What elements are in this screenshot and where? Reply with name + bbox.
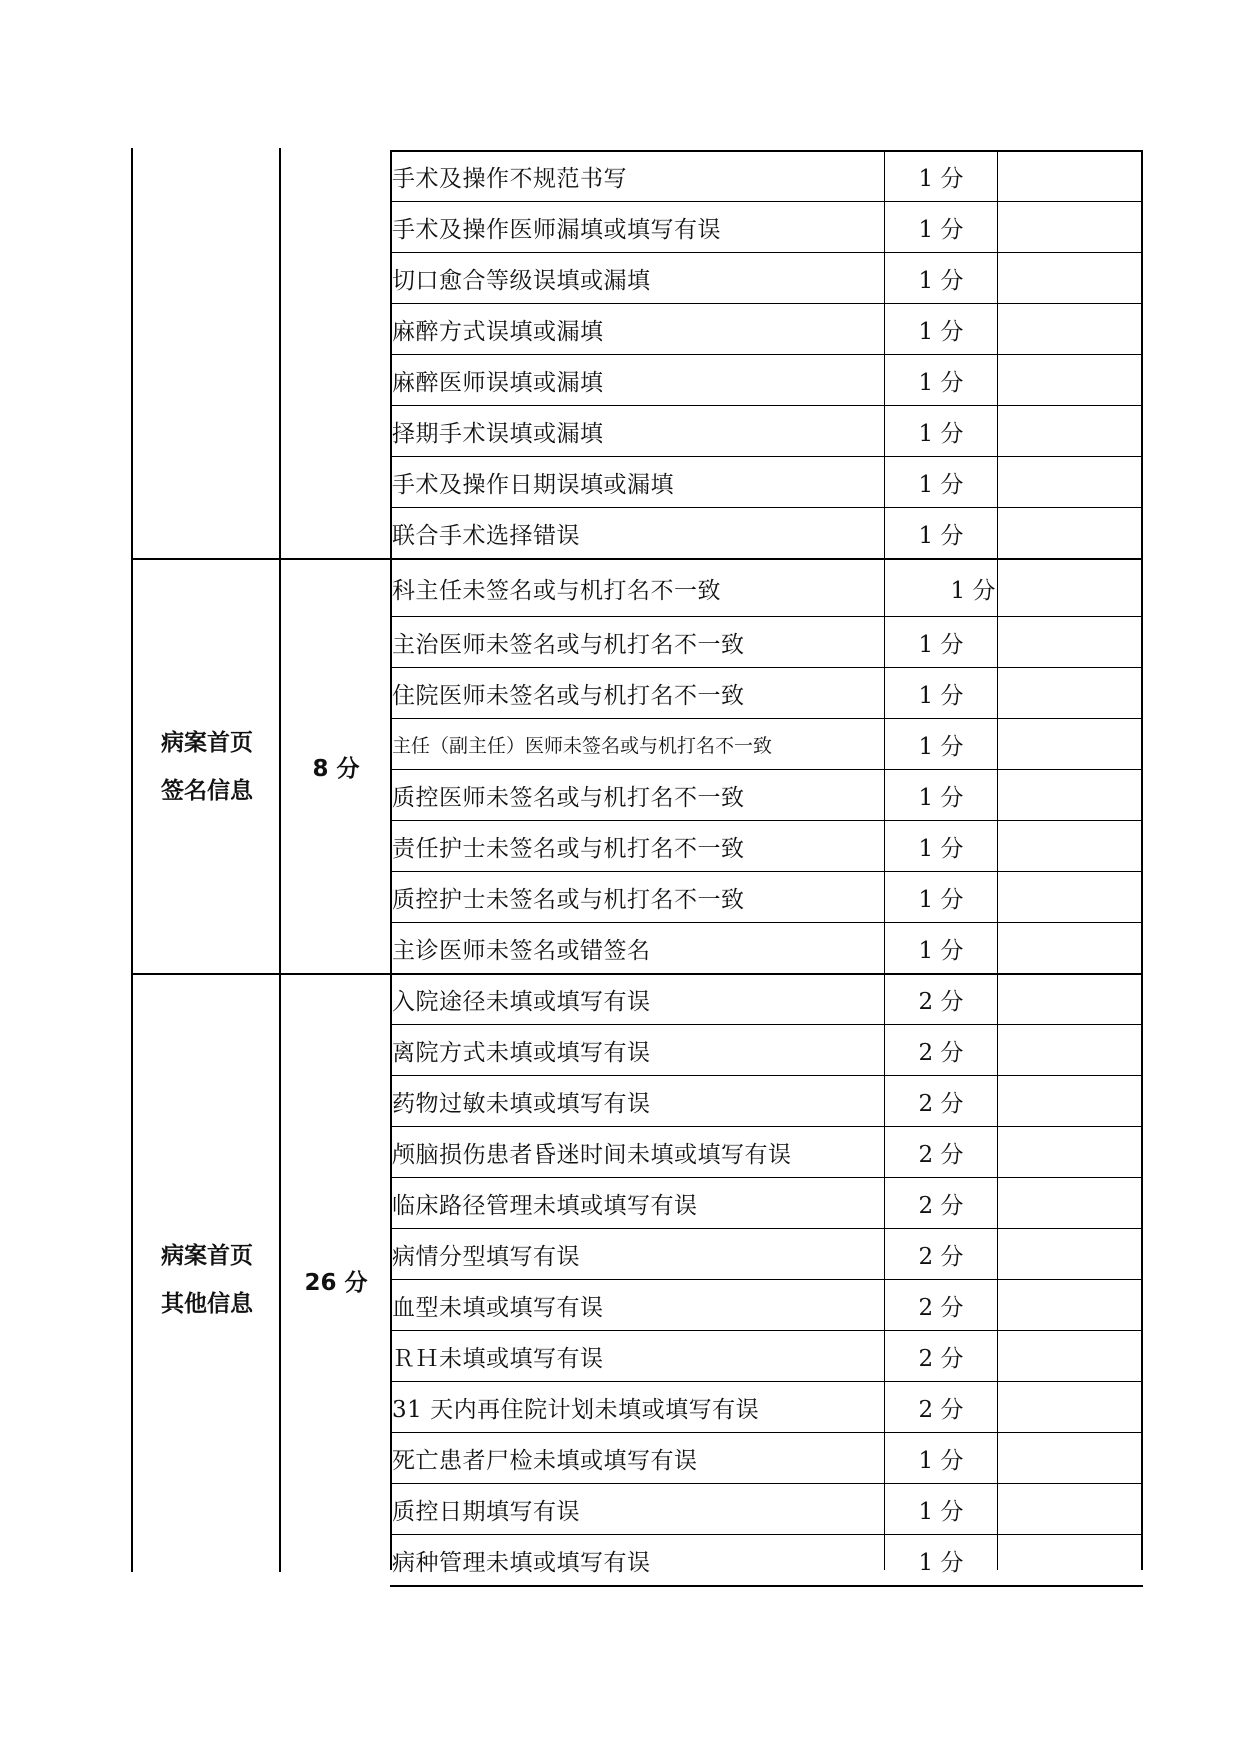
deduction-column-divider [997,150,998,1570]
item-score: 1 分 [918,836,964,862]
item-score: 1 分 [918,938,964,964]
item-score: 1 分 [918,887,964,913]
item-text: 主诊医师未签名或错签名 [392,938,651,964]
item-text: 血型未填或填写有误 [392,1295,604,1321]
item-text: 颅脑损伤患者昏迷时间未填或填写有误 [392,1142,792,1168]
item-score: 2 分 [918,1397,964,1423]
item-score: 2 分 [918,1040,964,1066]
item-score: 2 分 [918,1193,964,1219]
item-score: 1 分 [950,577,996,604]
item-score: 1 分 [918,268,964,294]
item-text: 质控医师未签名或与机打名不一致 [392,785,745,811]
category-label-line: 其他信息 [161,1291,253,1317]
item-text: 择期手术误填或漏填 [392,421,604,447]
item-text: 科主任未签名或与机打名不一致 [392,577,721,604]
item-text: 联合手术选择错误 [392,523,580,549]
item-text: 麻醉方式误填或漏填 [392,319,604,345]
item-text: 病种管理未填或填写有误 [392,1550,651,1576]
item-text: 离院方式未填或填写有误 [392,1040,651,1066]
item-text: 主治医师未签名或与机打名不一致 [392,632,745,658]
item-text: 主任（副主任）医师未签名或与机打名不一致 [392,735,773,757]
item-score: 1 分 [918,1499,964,1525]
category-label [133,559,281,974]
item-text: 病情分型填写有误 [392,1244,580,1270]
item-score: 2 分 [918,1346,964,1372]
item-text: 麻醉医师误填或漏填 [392,370,604,396]
item-text: 质控日期填写有误 [392,1499,580,1525]
item-text: 临床路径管理未填或填写有误 [392,1193,698,1219]
item-score: 1 分 [918,421,964,447]
section-total-score: 26 分 [304,1269,368,1296]
item-score: 1 分 [918,166,964,192]
item-text: 31 天内再住院计划未填或填写有误 [392,1397,760,1423]
table-bottom-border [390,1585,1143,1587]
item-score: 1 分 [918,472,964,498]
item-score: 1 分 [918,1550,964,1576]
category-label-line: 签名信息 [161,777,253,804]
item-score: 1 分 [918,632,964,658]
item-score: 1 分 [918,319,964,345]
item-score: 2 分 [918,1142,964,1168]
item-score: 1 分 [918,734,964,760]
item-score: 1 分 [918,1448,964,1474]
item-score: 2 分 [918,1091,964,1117]
category-label [133,974,281,1586]
item-text: 手术及操作医师漏填或填写有误 [392,217,721,243]
item-score: 2 分 [918,1244,964,1270]
item-text: 责任护士未签名或与机打名不一致 [392,836,745,862]
item-text: 死亡患者尸检未填或填写有误 [392,1448,698,1474]
item-text: 药物过敏未填或填写有误 [392,1091,651,1117]
item-text: 住院医师未签名或与机打名不一致 [392,683,745,709]
category-label-line: 病案首页 [161,729,253,756]
item-score: 1 分 [918,523,964,549]
item-score: 1 分 [918,370,964,396]
item-score: 2 分 [918,1295,964,1321]
section-total-score: 8 分 [312,756,360,782]
item-score: 1 分 [918,683,964,709]
category-label-line: 病案首页 [161,1243,253,1269]
item-text: 手术及操作日期误填或漏填 [392,472,674,498]
item-score: 1 分 [918,217,964,243]
item-text: 入院途径未填或填写有误 [392,989,651,1015]
item-text: 手术及操作不规范书写 [392,166,627,192]
item-score: 1 分 [918,785,964,811]
item-text: 切口愈合等级误填或漏填 [392,268,651,294]
table-right-border [1141,150,1143,1570]
item-text: 质控护士未签名或与机打名不一致 [392,887,745,913]
item-text: ＲＨ未填或填写有误 [392,1346,604,1372]
item-score: 2 分 [918,989,964,1015]
